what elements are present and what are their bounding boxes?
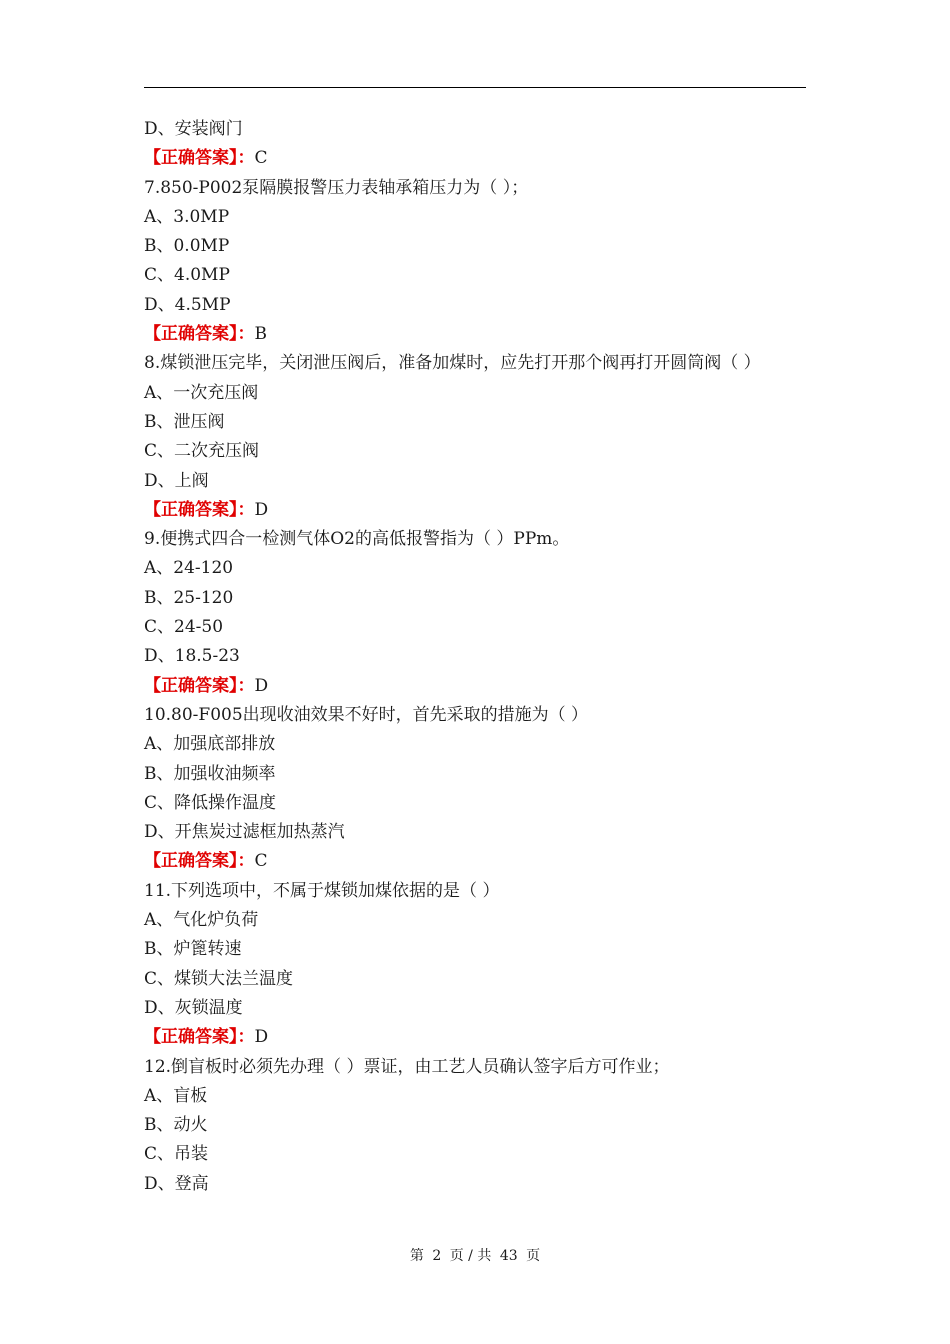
answer-label: 【正确答案】：: [144, 1027, 255, 1048]
question-11-option-d: D、灰锁温度: [144, 997, 243, 1018]
question-8-stem: 8.煤锁泄压完毕，关闭泄压阀后，准备加煤时，应先打开那个阀再打开圆筒阀（ ）: [144, 353, 761, 374]
question-10-option-c: C、降低操作温度: [144, 792, 277, 813]
question-9-option-c: C、24-50: [144, 617, 224, 638]
question-10-stem: 10.80-F005出现收油效果不好时，首先采取的措施为（ ）: [144, 704, 589, 725]
footer-suffix: 页: [526, 1248, 541, 1264]
question-12-option-c: C、吊装: [144, 1144, 209, 1165]
question-10-answer: [144, 847, 806, 876]
question-10-option-b: B、加强收油频率: [144, 763, 276, 784]
footer-mid: 页 / 共: [449, 1248, 492, 1264]
answer-label: 【正确答案】：: [144, 148, 255, 169]
answer-value: D: [254, 499, 269, 520]
question-7-option-d: D、4.5MP: [144, 294, 231, 315]
question-10-option-a: A、加强底部排放: [144, 734, 276, 755]
question-9-option-b: B、25-120: [144, 587, 234, 608]
answer-value: C: [254, 148, 268, 169]
question-11-option-a: A、气化炉负荷: [144, 910, 259, 931]
question-12-option-b: B、动火: [144, 1115, 208, 1136]
answer-label: 【正确答案】：: [144, 851, 255, 872]
total-pages: 43: [499, 1248, 518, 1264]
answer-value: D: [254, 675, 269, 696]
answer-label: 【正确答案】：: [144, 675, 255, 696]
prev-answer: [144, 144, 806, 173]
question-7-option-a: A、3.0MP: [144, 206, 230, 227]
answer-label: 【正确答案】：: [144, 324, 255, 345]
question-11-answer: [144, 1023, 806, 1052]
page-footer: [0, 1245, 950, 1265]
question-7-answer: [144, 320, 806, 349]
question-8-option-c: C、二次充压阀: [144, 441, 260, 462]
question-8-option-d: D、上阀: [144, 470, 209, 491]
question-12-stem: 12.倒盲板时必须先办理（ ）票证，由工艺人员确认签字后方可作业；: [144, 1056, 670, 1077]
question-8-answer: [144, 496, 806, 525]
question-9-stem: 9.便携式四合一检测气体O2的高低报警指为（ ）PPm。: [144, 529, 570, 550]
answer-label: 【正确答案】：: [144, 499, 255, 520]
question-9-option-a: A、24-120: [144, 558, 234, 579]
question-7-option-c: C、4.0MP: [144, 265, 230, 286]
answer-value: C: [254, 851, 268, 872]
prev-option-d: D、安装阀门: [144, 119, 243, 139]
question-11-option-b: B、炉篦转速: [144, 939, 242, 960]
question-12-option-a: A、盲板: [144, 1085, 208, 1106]
question-11-option-c: C、煤锁大法兰温度: [144, 968, 294, 989]
document-body: [144, 115, 806, 1199]
answer-value: B: [254, 324, 267, 345]
footer-prefix: 第: [409, 1248, 424, 1264]
question-7-option-b: B、0.0MP: [144, 236, 230, 257]
question-8-option-a: A、一次充压阀: [144, 382, 259, 403]
header-rule: [144, 87, 806, 88]
answer-value: D: [254, 1027, 269, 1048]
question-9-option-d: D、18.5-23: [144, 646, 240, 667]
page-number: 2: [432, 1248, 442, 1264]
question-12-option-d: D、登高: [144, 1173, 209, 1194]
question-9-answer: [144, 672, 806, 701]
question-7-stem: 7.850-P002泵隔膜报警压力表轴承箱压力为（ ）；: [144, 177, 529, 198]
question-11-stem: 11.下列选项中，不属于煤锁加煤依据的是（ ）: [144, 880, 500, 901]
question-10-option-d: D、开焦炭过滤框加热蒸汽: [144, 822, 345, 843]
question-8-option-b: B、泄压阀: [144, 411, 225, 432]
